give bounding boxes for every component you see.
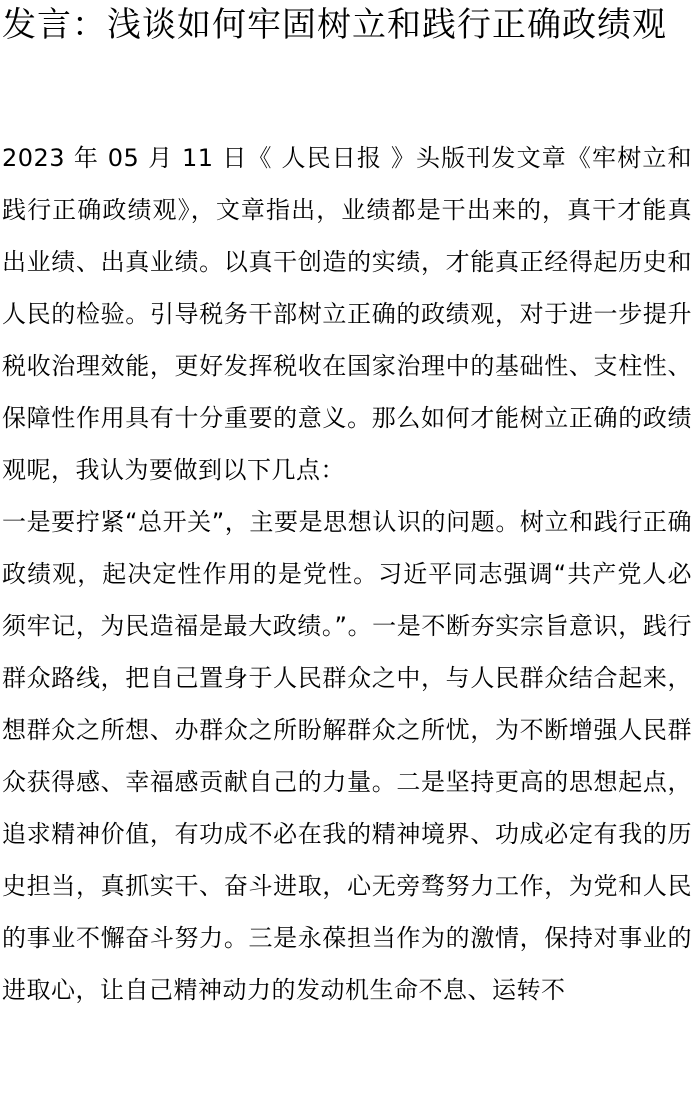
document-title: 发言：浅谈如何牢固树立和践行正确政绩观 xyxy=(2,5,667,45)
paragraph-intro: 2023 年 05 月 11 日《 人民日报 》头版刊发文章《牢树立和践行正确政绩观》，文章指出，业绩都是干出来的，真干才能真出业绩、出真业绩。以真干创造的实绩，才能真正经得起历史和人民的检验。引导税务干部树立正确的政绩观，对于进一步提升税收治理效能，更好发挥税收在国家治理中的基础性、支柱性、保障性作用具有十分重要的意义。那么如何才能树立正确的政绩观呢，我认为要做到以下几点： xyxy=(2,144,692,484)
document-body xyxy=(2,132,692,1016)
title-area xyxy=(2,0,692,54)
paragraph-point-one: 一是要拧紧“总开关”，主要是思想认识的问题。树立和践行正确政绩观，起决定性作用的是党性。习近平同志强调“共产党人必须牢记，为民造福是最大政绩。”。一是不断夯实宗旨意识，践行群众路线，把自己置身于人民群众之中，与人民群众结合起来，想群众之所想、办群众之所盼解群众之所忧，为不断增强人民群众获得感、幸福感贡献自己的力量。二是坚持更高的思想起点，追求精神价值，有功成不必在我的精神境界、功成必定有我的历史担当，真抓实干、奋斗进取，心无旁骛努力工作，为党和人民的事业不懈奋斗努力。三是永葆担当作为的激情，保持对事业的进取心，让自己精神动力的发动机生命不息、运转不 xyxy=(2,508,692,1004)
